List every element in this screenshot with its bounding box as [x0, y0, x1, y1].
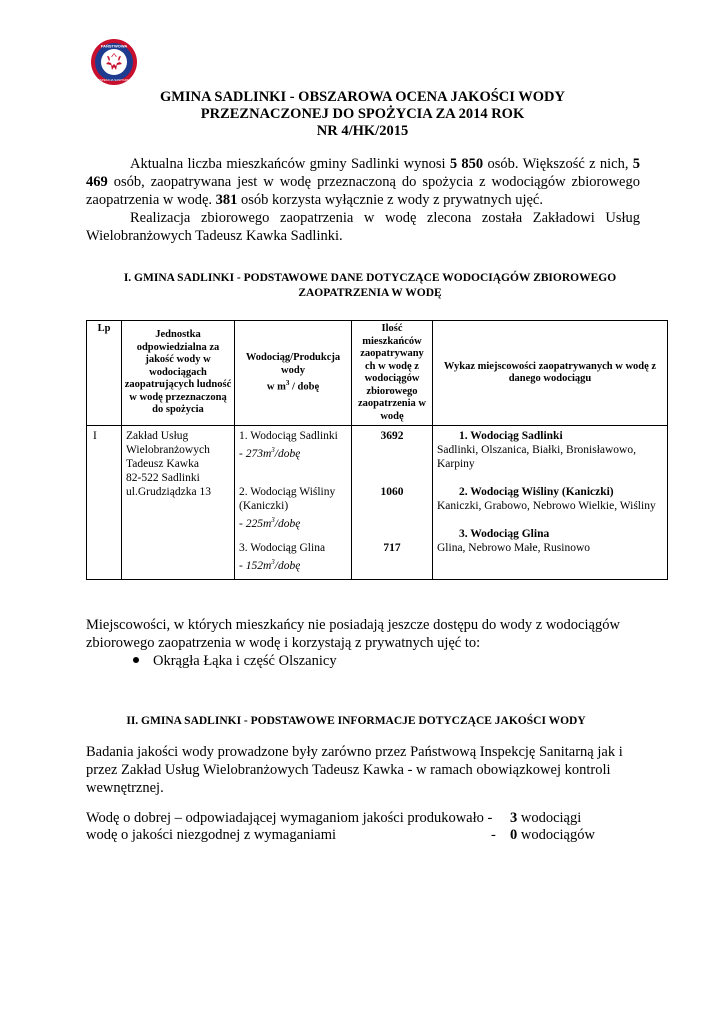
private-residents: 381 [215, 192, 238, 208]
waterworks-table [86, 320, 668, 580]
plant-2-production [239, 471, 347, 530]
plant-name: 1. Wodociąg Sadlinki [239, 430, 338, 442]
unit-line: Wielobranżowych [126, 444, 210, 456]
doc-title-line2: PRZEZNACZONEJ DO SPOŻYCIA ZA 2014 ROK [200, 106, 525, 122]
section1-title-line2: ZAOPATRZENIA W WODĘ [298, 287, 442, 299]
header-residents: Ilość mieszkańców zaopatrywany ch w wodę z wodociągów zbiorowego zaopatrzenia w wodę [352, 321, 433, 426]
quality-paragraph: Badania jakości wody prowadzone były zarówno przez Państwową Inspekcję Sanitarną jak i przez Zakład Usług Wielobranżowych Tadeusz Kawka - w ramach obowiązkowej kontroli wewnętrznej. [86, 744, 623, 796]
plant-3-production [239, 527, 347, 573]
plant-output [239, 555, 347, 573]
intro-text-c: osób. Większość z nich, [483, 156, 629, 172]
unit-line: Zakład Usług [126, 430, 189, 442]
private-intakes-paragraph: Miejscowości, w których mieszkańcy nie posiadają jeszcze dostępu do wody z wodociągów zbiorowego zaopatrzenia w wodę i korzystają z prywatnych ujęć to: [86, 617, 620, 651]
plant-output-unit: /dobę [274, 517, 301, 530]
plant-output-sup: 3 [271, 446, 275, 454]
plant-3-residents: 717 [383, 542, 401, 554]
unit-line: 82-522 Sadlinki [126, 472, 200, 484]
logo-text-top: PAŃSTWOWA [100, 43, 128, 49]
plant-2-residents: 1060 [380, 486, 404, 498]
bullet-icon [133, 657, 139, 663]
good-quality-value: 3 [510, 810, 518, 826]
intro-paragraph [86, 155, 640, 209]
plant-output-unit: /dobę [274, 447, 301, 460]
bad-quality-line [86, 827, 646, 844]
intro-text-e: osób, zaopatrywana jest w wodę przeznaczoną do spożycia z wodociągów zbiorowego zaopatrzenia w wodę. [86, 174, 640, 208]
row-lp: I [87, 426, 122, 580]
section2-title: II. GMINA SADLINKI - PODSTAWOWE INFORMACJE DOTYCZĄCE JAKOŚCI WODY [126, 715, 586, 727]
plant-name: 2. Wodociąg Wiśliny (Kaniczki) [239, 486, 336, 512]
good-quality-count [510, 810, 581, 827]
row-unit [122, 426, 235, 580]
private-intakes-bullet [133, 652, 337, 670]
row-residents [352, 426, 433, 580]
total-residents: 5 850 [449, 156, 484, 172]
bad-quality-label: wodę o jakości niezgodnej z wymaganiami [86, 827, 337, 843]
good-quality-label: Wodę o dobrej – odpowiadającej wymaganiom jakości produkowało - [86, 810, 493, 826]
plant-output-value: - 225m [239, 517, 272, 530]
section1-title-line1: I. GMINA SADLINKI - PODSTAWOWE DANE DOTYCZĄCE WODOCIĄGÓW ZBIOROWEGO [123, 272, 617, 284]
sanitary-inspection-logo [90, 38, 138, 86]
plant-output-unit: /dobę [274, 559, 301, 572]
supplied-residents: 5 469 [86, 156, 641, 190]
header-production-b: w m [266, 381, 286, 393]
bad-quality-count [510, 827, 595, 844]
plant-places-list: Kaniczki, Grabowo, Nebrowo Wielkie, Wiśliny [437, 500, 656, 512]
plant-name: 3. Wodociąg Glina [239, 542, 326, 554]
bad-quality-unit: wodociągów [517, 827, 595, 843]
plant-output-sup: 3 [271, 558, 275, 566]
table-header-row [87, 321, 668, 426]
plant-1-production [239, 429, 347, 471]
plant-1-places [437, 429, 663, 485]
header-places: Wykaz miejscowości zaopatrywanych w wodę z danego wodociągu [433, 321, 668, 426]
intro-text-g: osób korzysta wyłącznie z wody z prywatnych ujęć. [237, 192, 543, 208]
plant-3-places [437, 527, 663, 555]
plant-heading: 3. Wodociąg Glina [459, 528, 550, 540]
header-lp: Lp [87, 321, 122, 426]
bullet-text: Okrągła Łąka i część Olszanicy [153, 653, 337, 669]
header-production-a: Wodociąg/Produkcja wody [245, 352, 341, 376]
plant-heading: 2. Wodociąg Wiśliny (Kaniczki) [459, 486, 614, 498]
doc-title-line1: GMINA SADLINKI - OBSZAROWA OCENA JAKOŚCI WODY [160, 89, 565, 105]
plant-output-value: - 273m [239, 447, 272, 460]
realization-paragraph: Realizacja zbiorowego zaopatrzenia w wodę zlecona została Zakładowi Usług Wielobranżowych Tadeusz Kawka Sadlinki. [86, 210, 640, 244]
header-production-sup: 3 [285, 379, 290, 387]
plant-output-sup: 3 [271, 516, 275, 524]
plant-output-value: - 152m [239, 559, 272, 572]
plant-heading: 1. Wodociąg Sadlinki [459, 430, 563, 442]
header-unit: Jednostka odpowiedzialna za jakość wody w wodociągach zaopatrujących ludność w wodę przeznaczoną do spożycia [122, 321, 235, 426]
doc-title-line3: NR 4/HK/2015 [316, 123, 409, 139]
header-production [235, 321, 352, 426]
bad-quality-value: 0 [510, 827, 518, 843]
plant-2-places [437, 485, 663, 527]
intro-text-a: Aktualna liczba mieszkańców gminy Sadlinki wynosi [130, 156, 450, 172]
table-row [87, 426, 668, 580]
good-quality-line [86, 810, 646, 827]
bad-quality-dash: - [491, 827, 496, 843]
header-production-c: / dobę [289, 381, 320, 393]
unit-line: Tadeusz Kawka [126, 458, 199, 470]
logo-text-bottom: INSPEKCJA SANITARNA [96, 78, 132, 82]
unit-line: ul.Grudziądzka 13 [126, 486, 211, 498]
row-production [235, 426, 352, 580]
plant-places-list: Sadlinki, Olszanica, Białki, Bronisławowo, Karpiny [437, 444, 636, 470]
plant-places-list: Glina, Nebrowo Małe, Rusinowo [437, 542, 590, 554]
good-quality-unit: wodociągi [517, 810, 582, 826]
plant-1-residents: 3692 [380, 430, 404, 442]
row-places [433, 426, 668, 580]
plant-output [239, 443, 347, 461]
